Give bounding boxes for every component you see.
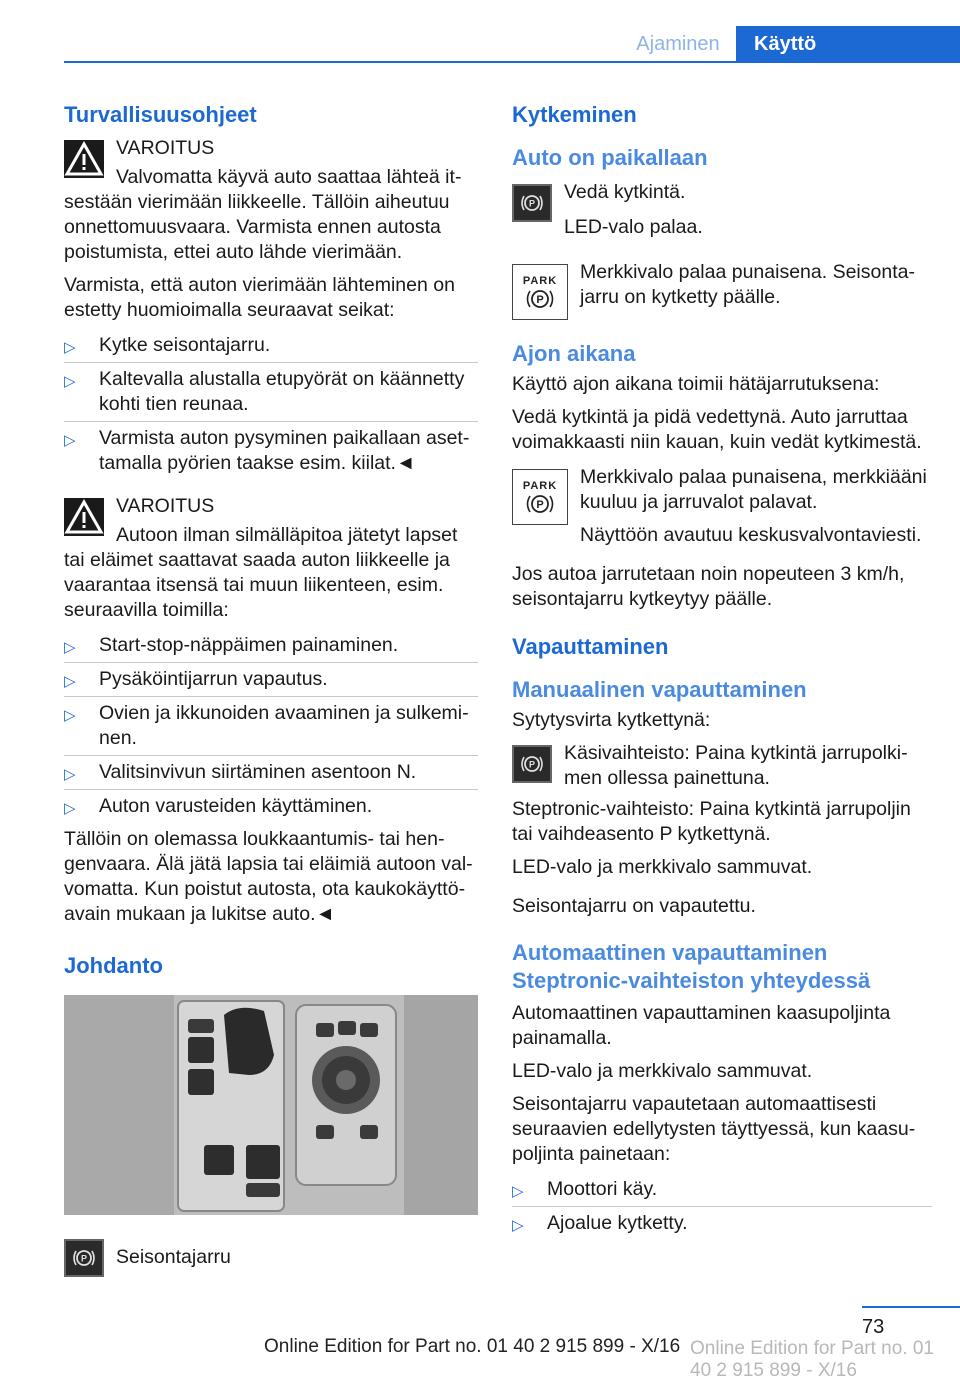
- caption-row: [64, 1235, 478, 1270]
- auto-conditions-list: [512, 1173, 932, 1240]
- pull-switch-row: [512, 180, 932, 240]
- svg-text:P: P: [536, 293, 544, 306]
- engaging-title: Kytkeminen: [512, 102, 637, 127]
- park-indicator-icon: PARK P: [512, 469, 568, 525]
- park-red-text: Merkkivalo palaa punaisena. Seisontajarru on kytketty päälle.: [580, 261, 915, 308]
- pull-switch-text: Vedä kytkintä.: [564, 181, 686, 203]
- triangle-bullet-icon: ▷: [64, 707, 76, 724]
- auto-paragraph-2: LED-valo ja merkkivalo sammuvat.: [512, 1060, 813, 1082]
- auto-paragraph-1: Automaattinen vapauttaminen kaasupoljinta painamalla.: [512, 1002, 891, 1049]
- warning-triangle-icon: [64, 140, 104, 178]
- parking-brake-button-icon: [512, 184, 552, 222]
- warning-block-1: [64, 136, 478, 161]
- display-message-text: Näyttöön avautuu keskusvalvontaviesti.: [580, 524, 922, 546]
- parking-brake-button-icon: [64, 1239, 104, 1277]
- list-item: ▷ Varmista auton pysyminen paikallaan asettamalla pyörien taakse esim. kiilat.◄: [64, 427, 470, 474]
- triangle-bullet-icon: ▷: [64, 800, 76, 817]
- warning-triangle-icon: [64, 498, 104, 536]
- svg-text:P: P: [528, 759, 536, 770]
- driving-paragraph-1: Käyttö ajon aikana toimii hätäjarrutuksena:: [512, 373, 880, 395]
- svg-text:P: P: [80, 1253, 88, 1264]
- leds-off-text: LED-valo ja merkkivalo sammuvat.: [512, 856, 813, 878]
- led-on-text: LED-valo palaa.: [564, 216, 703, 238]
- warning-1-paragraph: Varmista, että auton vierimään lähteminen on estetty huomioimalla seuraavat seikat:: [64, 274, 455, 321]
- safety-title: Turvallisuusohjeet: [64, 102, 257, 127]
- stationary-subtitle: Auto on paikallaan: [512, 145, 708, 170]
- park-indicator-icon: PARK P: [512, 264, 568, 320]
- triangle-bullet-icon: ▷: [64, 639, 76, 656]
- while-driving-subtitle: Ajon aikana: [512, 341, 636, 366]
- parking-brake-button-icon: [512, 745, 552, 783]
- ignition-text: Sytytysvirta kytkettynä:: [512, 709, 711, 731]
- edition-text: Online Edition for Part no. 01 40 2 915 899 - X/16: [264, 1336, 681, 1357]
- tab-chapter: Käyttö: [736, 26, 960, 62]
- list-item: ▷ Valitsinvivun siirtäminen asentoon N.: [64, 756, 478, 790]
- intro-title: Johdanto: [64, 953, 163, 978]
- triangle-bullet-icon: ▷: [64, 373, 76, 390]
- list-item: ▷ Start-stop-näppäimen painaminen.: [64, 629, 478, 663]
- left-column: [64, 100, 478, 1270]
- triangle-bullet-icon: ▷: [64, 432, 76, 449]
- list-item: ▷ Kaltevalla alustalla etupyörät on käännetty kohti tien reunaa.: [64, 363, 478, 422]
- warning-2-paragraph: Tällöin on olemassa loukkaantumis- tai hengenvaara. Älä jätä lapsia tai eläimiä autoon valvomatta. Kun poistut autosta, ota kaukokäyttöavain mukaan ja lukitse auto.◄: [64, 828, 473, 925]
- header-rule: [64, 61, 960, 63]
- list-item: ▷ Kytke seisontajarru.: [64, 329, 478, 363]
- list-item: ▷ Pysäköintijarrun vapautus.: [64, 663, 478, 697]
- park-indicator-row-1: [512, 260, 932, 320]
- console-photo: [64, 995, 478, 1215]
- page-header: [0, 0, 960, 62]
- list-item: ▷ Auton varusteiden käyttäminen.: [64, 790, 478, 823]
- svg-text:P: P: [536, 498, 544, 511]
- released-text: Seisontajarru on vapautettu.: [512, 895, 756, 917]
- warning-2-list: [64, 629, 478, 823]
- auto-paragraph-3: Seisontajarru vapautetaan automaattisesti seuraavien edellytysten täyttyessä, kun kaasupoljinta painetaan:: [512, 1093, 916, 1165]
- park-red-text-2: Merkkivalo palaa punaisena, merkkiääni kuuluu ja jarruvalot palavat.: [580, 466, 927, 513]
- list-item: ▷ Ovien ja ikkunoiden avaaminen ja sulkeminen.: [64, 697, 478, 756]
- warning-1-list: [64, 329, 478, 480]
- warning-text-1: Valvomatta käyvä auto saattaa lähteä itsestään vierimään liikkeelle. Tällöin aiheutuu onnettomuusvaara. Varmista ennen autosta poistumista, ettei auto lähde vierimään.: [64, 166, 462, 263]
- list-item: ▷ Ajoalue kytketty.: [512, 1207, 932, 1240]
- watermark-text: Online Edition for Part no. 01 40 2 915 899 - X/16: [690, 1338, 934, 1381]
- triangle-bullet-icon: ▷: [64, 673, 76, 690]
- right-column: [512, 100, 932, 1240]
- speed-paragraph: Jos autoa jarrutetaan noin nopeuteen 3 km/h, seisontajarru kytkeytyy päälle.: [512, 563, 905, 610]
- triangle-bullet-icon: ▷: [512, 1217, 524, 1234]
- footer-rule: [862, 1306, 960, 1308]
- triangle-bullet-icon: ▷: [512, 1183, 524, 1200]
- svg-text:P: P: [528, 198, 536, 209]
- warning-label-1: VAROITUS: [116, 137, 215, 159]
- warning-label-2: VAROITUS: [116, 495, 215, 517]
- manual-gearbox-row: [512, 741, 932, 791]
- list-item: ▷ Moottori käy.: [512, 1173, 932, 1207]
- driving-paragraph-2: Vedä kytkintä ja pidä vedettynä. Auto jarruttaa voimakkaasti niin kauan, kuin vedät kytkimestä.: [512, 406, 922, 453]
- warning-text-2: Autoon ilman silmälläpitoa jätetyt lapset tai eläimet saattavat saada auton liikkeelle ja vaarantaa itsensä tai muun liikenteen, esim. seuraavilla toimilla:: [64, 524, 458, 621]
- manual-release-subtitle: Manuaalinen vapauttaminen: [512, 677, 807, 702]
- release-title: Vapauttaminen: [512, 634, 669, 659]
- manual-gearbox-text: Käsivaihteisto: Paina kytkintä jarrupolkimen ollessa painettuna.: [564, 742, 908, 789]
- warning-block-2: [64, 494, 478, 519]
- steptronic-text: Steptronic-vaihteisto: Paina kytkintä jarrupoljin tai vaihdeasento P kytkettynä.: [512, 798, 911, 845]
- tab-section: Ajaminen: [636, 33, 720, 55]
- photo-caption: Seisontajarru: [116, 1246, 231, 1268]
- triangle-bullet-icon: ▷: [64, 766, 76, 783]
- auto-release-subtitle: Automaattinen vapauttaminen Steptronic-vaihteiston yhteydessä: [512, 940, 871, 993]
- triangle-bullet-icon: ▷: [64, 339, 76, 356]
- page-number: 73: [862, 1316, 885, 1338]
- park-indicator-row-2: [512, 465, 932, 548]
